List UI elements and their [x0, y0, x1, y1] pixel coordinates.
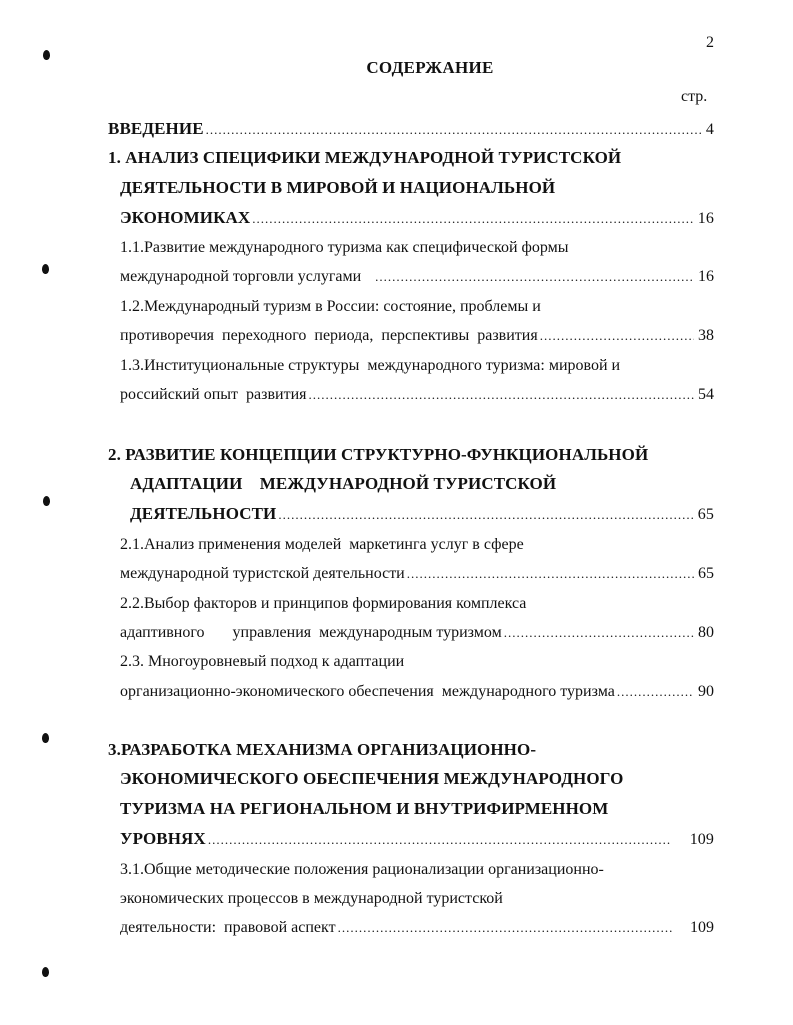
entry-label: организационно-экономического обеспечения международного туризма [120, 683, 615, 700]
entry-label: ДЕЯТЕЛЬНОСТИ [130, 504, 277, 523]
toc-section-2-1-line-2 [120, 564, 714, 584]
dot-leader [278, 505, 693, 525]
dot-leader [375, 267, 694, 287]
dot-leader [617, 682, 694, 702]
entry-label: российский опыт развития [120, 386, 307, 403]
toc-chapter-2-line-1: 2. РАЗВИТИЕ КОНЦЕПЦИИ СТРУКТУРНО-ФУНКЦИОНАЛЬНОЙ [108, 445, 649, 464]
toc-chapter-3-line-1: 3.РАЗРАБОТКА МЕХАНИЗМА ОРГАНИЗАЦИОННО- [108, 740, 537, 759]
entry-label: противоречия переходного периода, перспективы развития [120, 327, 538, 344]
toc-title: СОДЕРЖАНИЕ [366, 58, 494, 77]
entry-label: ЭКОНОМИКАХ [120, 208, 251, 227]
binding-mark [42, 733, 49, 743]
binding-mark [42, 967, 49, 977]
toc-section-2-2-line-1: 2.2.Выбор факторов и принципов формирования комплекса [120, 595, 527, 612]
toc-section-1-3-line-1: 1.3.Институциональные структуры международного туризма: мировой и [120, 357, 621, 374]
toc-chapter-3-line-3: ТУРИЗМА НА РЕГИОНАЛЬНОМ И ВНУТРИФИРМЕННОМ [120, 799, 609, 818]
toc-section-2-1-line-1: 2.1.Анализ применения моделей маркетинга услуг в сфере [120, 536, 524, 553]
dot-leader [206, 120, 702, 140]
dot-leader [338, 918, 672, 938]
entry-page: 65 [697, 506, 714, 523]
entry-label: ВВЕДЕНИЕ [108, 119, 204, 138]
page-number: 2 [706, 34, 714, 51]
entry-page: 38 [698, 327, 714, 344]
entry-page: 80 [698, 624, 714, 641]
entry-label: международной торговли услугами [120, 268, 362, 285]
toc-section-2-2-line-2 [120, 623, 714, 643]
entry-page: 54 [698, 386, 714, 403]
entry-page: 65 [698, 565, 714, 582]
dot-leader [540, 326, 694, 346]
dot-leader [252, 209, 694, 229]
toc-chapter-1-line-2: ДЕЯТЕЛЬНОСТИ В МИРОВОЙ И НАЦИОНАЛЬНОЙ [120, 178, 556, 197]
toc-section-3-1-line-3 [120, 918, 714, 938]
toc-section-1-1-line-2 [120, 267, 714, 287]
toc-section-1-3-line-2 [120, 385, 714, 405]
dot-leader [407, 564, 694, 584]
toc-chapter-2-line-2: АДАПТАЦИИ МЕЖДУНАРОДНОЙ ТУРИСТСКОЙ [130, 474, 557, 493]
toc-chapter-1-line-3 [120, 208, 714, 229]
toc-section-2-3-line-2 [120, 682, 714, 702]
binding-mark [43, 496, 50, 506]
toc-chapter-1-line-1: 1. АНАЛИЗ СПЕЦИФИКИ МЕЖДУНАРОДНОЙ ТУРИСТСКОЙ [108, 148, 622, 167]
entry-label: международной туристской деятельности [120, 565, 405, 582]
pages-column-label: стр. [681, 88, 708, 105]
toc-chapter-3-line-4 [120, 829, 714, 850]
dot-leader [308, 385, 694, 405]
entry-page: 109 [689, 831, 714, 848]
toc-chapter-2-line-3 [130, 504, 714, 525]
toc-section-1-2-line-1: 1.2.Международный туризм в России: состояние, проблемы и [120, 298, 541, 315]
entry-page: 16 [698, 268, 714, 285]
toc-section-1-2-line-2 [120, 326, 714, 346]
toc-section-3-1-line-1: 3.1.Общие методические положения рационализации организационно- [120, 861, 604, 878]
entry-label: адаптивного управления международным туризмом [120, 624, 502, 641]
entry-label: деятельности: правовой аспект [120, 919, 336, 936]
dot-leader [208, 830, 672, 850]
binding-mark [43, 50, 50, 60]
toc-chapter-3-line-2: ЭКОНОМИЧЕСКОГО ОБЕСПЕЧЕНИЯ МЕЖДУНАРОДНОГО [120, 769, 624, 788]
entry-page: 4 [705, 121, 714, 138]
entry-page: 16 [697, 210, 714, 227]
toc-section-2-3-line-1: 2.3. Многоуровневый подход к адаптации [120, 653, 405, 670]
entry-label: УРОВНЯХ [120, 829, 206, 848]
toc-section-1-1-line-1: 1.1.Развитие международного туризма как специфической формы [120, 239, 569, 256]
toc-section-3-1-line-2: экономических процессов в международной туристской [120, 890, 503, 907]
dot-leader [504, 623, 694, 643]
entry-page: 109 [690, 919, 714, 936]
entry-page: 90 [698, 683, 714, 700]
toc-entry-intro [108, 119, 714, 140]
binding-mark [42, 264, 49, 274]
